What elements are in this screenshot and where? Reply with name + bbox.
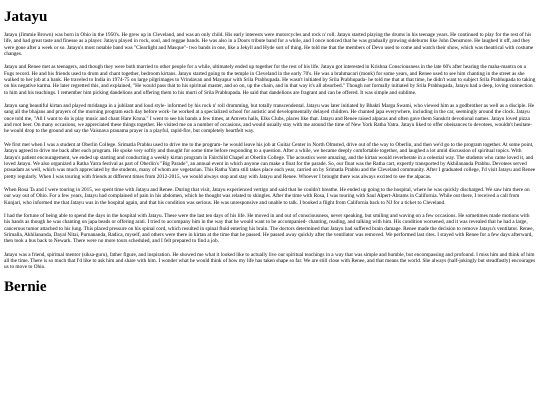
paragraph-1: Jatayu (Jimmie Brown) was born in Ohio in the 1950's. He grew up in Cleveland, and was an only child. His early interests were motorcycles and rock n' roll. Jatayu started playing the drums in his teenage years. He continued to play for the rest of his life, and had great taste and finesse as a player. Jatayu played in rock, soul, and reggae bands. He was also in a Doors tribute band for a while, and I once noticed that he was gradually growing sideburns like John Densmore. He laughed it off, and they were gone after a week or so. Jatayu's most notable band was "Clearlight and Masque"- two bands in one, like a Jekyll and Hyde sort of thing. He told me that the members of Devo used to come and watch their show, which was theatrical with costume changes. [4, 32, 534, 58]
page-title: Jatayu [4, 9, 48, 25]
paragraph-6: I had the fortune of being able to spend the days in the hospital with Jatayu. These were the last ten days of his life. He moved in and out of consciousness, never speaking, but smiling and waving on a few occasions. He sometimes made motions with his hands as though he was chanting on japa beads or offering arati. I tried to accompany him in the way that he would want to be accompanied- chanting, reading, and talking with him. His condition worsened, and it was revealed that he had a large, cancerous tumor attached to his lung. This placed pressure on his spinal cord, which resulted in spinal fluid entering his brain. The doctors determined that Jatayu had suffered brain damage. Renee made the decision to remove Jatayu's ventilator. Renee, Srimalla, Akhilananda, Dayal Nitai, Purnananda, Radica, myself, and others were there in kirtan at the time that he passed. He passed away quickly after the ventilator was removed. We performed last rites. I stayed with Renee for a few days afterward, then took a bus back to Newark. There were no more tours scheduled, and I felt prepared to find a job. [4, 212, 534, 245]
paragraph-3: Jatayu sang beautiful kirtan and played mridanga in a jubilant and loud style- informed by his rock n' roll drumming, but totally transcendental. Jatayu was later initiated by Bhakti Marga Swami, who viewed him as a godbrother as well as a disciple. He sang all the bhajans and prayers of the morning program each day before work- he worked at a specialized school for autistic and developmentally delayed children. He chanted japa everywhere, including in the car, seemingly around the clock. Jatayu once told me, "All I want to do is play music and chant Hare Krsna." I went to see his bands a few times, at Amvets halls, Elks Clubs, places like that. Jatayu and Renee raised alpacas and often gave them Sanskrit devotional names. Jatayu loved pizza and root beer. On many occasions, we appreciated these things together. He visited me on a number of occasions, and would usually stay with me around the time of New York Ratha Yatra. Jatayu liked to offer obeisances to devotees, wouldn't hesitate- he would drop to the ground and say the Vaisnava pranama prayer in a playful, rapid-fire, but completely heartfelt way. [4, 103, 535, 135]
paragraph-7: Jatayu was a friend, spiritual mentor (siksa-guru), father figure, and inspiration. He showed me what it looked like to actually live our spiritual teachings in a way that was simple and humble, but encompassing and profound. I miss him and think of him all the time. There is so much that I'd like to ask him and share with him. I wonder what he would think of how my life has taken shape so far. We are still close with Renee, and that means the world. She always (half-jokingly but steadfastly) encourages us to move to Ohio. [4, 251, 536, 271]
paragraph-5: When Rosa Ta and I were touring in 2015, we spent time with Jatayu and Renee. During that visit, Jatayu experienced vertigo and said that he couldn't breathe. He ended up going to the hospital, where he was quickly discharged. We saw him there on our way out of Ohio. For a few years, Jatayu had complained of pain in his abdomen, which he thought was related to shingles. After the time with Rosa, I was touring with Saul Alpert-Abrams in California. While out there, I received a call from Kunjari, who informed me that Jatayu was in the hospital again, and that his condition was serious. He was unresponsive and unable to talk. I booked a flight from California back to NJ for a ticket to Cleveland. [4, 186, 530, 206]
next-section-title: Bernie [4, 278, 47, 295]
paragraph-2: Jatayu and Renee met as teenagers, and though they were both married to other people for a while, ultimately ended up together for the rest of his life. Jatayu got interested in Krishna Consciousness in the late 60's after hearing the maha-mantra on a Fugs record. He and his friends used to drum and chant together, bedroom kirtans. Jatayu started going to the temple in Cleveland in the early 70's. He was a brahmacari (monk) for some years, and Renee used to see him chanting in the street as she walked to her job at a bank. He traveled to India in 1974-75 on large pilgrimages to Vrindavan and Mayapur with Srila Prabhupada. He wasn't initiated by Srila Prabhupada- he told me that at that time, he didn't want to subject Srila Prabhupada to taking on his negative karma. He later regretted this, and explained, "He would pass that to his spiritual master, and so on, up the chain, and in that way it's all absorbed." Though not formally initiated by Srila Prabhupada, Jatayu had a deep, loving connection to him and his teachings. I remember him picking dandelions and offering them to his murti of Srila Prabhupada. He said that dandelions are fragrant and can be offered. It was simple and sublime. [4, 64, 536, 96]
paragraph-4: We first met when I was a student at Oberlin College. Srimatla Prabhu used to drive me to the program- he would leave his job at Guitar Center in North Olmsted, drive out of the way to Oberlin, and then we'd go to the program together. At some point, Jatayu agreed to drive me back after each program. He spoke very softly and thought for some time before responding to a question. After a while, we became deeply comfortable together, and laughed a lot amid discussion of spiritual topics. With Jatayu's patient encouragement, we ended up starting and conducting a weekly kirtan program in Fairchild Chapel at Oberlin College. The acoustics were amazing, and the kirtan would reverberate in a celestial way. The students who came loved it, and loved Jatayu. We also organized a Ratha Yatra festival as part of Oberlin's "Big Parade", an annual event in which anyone can make a float for the parade. So, our float was the Ratha cart, expertly transported by Akhilananda Prabhu. Devotees served prasadam as well, which was much appreciated by the students, many of whom are vegetarian. This Ratha Yatra still takes place each year, carried on by Srimatla Prabhu and the Cleveland community. After I graduated college, I'd visit Jatayu and Renee pretty regularly. When I was touring with friends at different times from 2012-2015, we would always stop and stay with Jatayu and Renee. Whoever I brought there was always excited to see the alpacas. [4, 141, 536, 180]
